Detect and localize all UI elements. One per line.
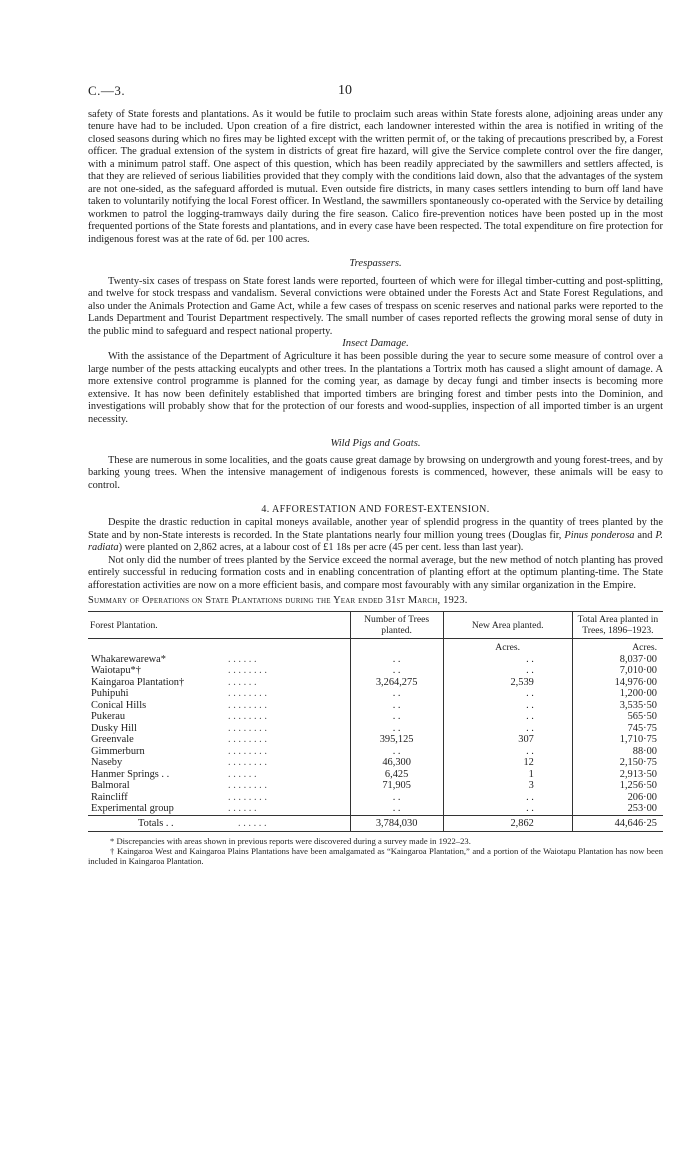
new-area-units: Acres. [443,639,572,654]
afforestation-section-heading: 4. AFFORESTATION AND FOREST-EXTENSION. [261,504,490,516]
summary-table-title [88,595,663,607]
document-code: C.—3. [88,83,126,98]
units-row [88,639,663,654]
new-area-planted: 307 [443,734,572,746]
total-area-planted: 8,037·00 [572,654,663,666]
plantation-name: Gimmerburn [91,745,145,757]
fire-protection-paragraph: safety of State forests and plantations. As it would be futile to proclaim such areas within State forests alone, adjoining areas under any tenure have had to be included. Upon creation of a fire district, each landowner interested within the area is notified in writing of the closed seasons during which no fires may be lighted except with the written permit of, or the taking of precautions prescribed by, a Forest officer. The gradual extension of the system in districts of great fire hazard, will give the Service complete control over the fire danger, with a minimum patrol staff. One aspect of this question, which has been readily appreciated by the sawmillers and settlers affected, is that they are relieved of serious liabilities provided that they comply with the conditions laid down, also that the advantages of the system are not one-sided, as the safeguard afforded is mutual. Even outside fire districts, in many cases settlers intending to burn off land have taken to voluntarily notifying the local Forest officer. In Westland, the sawmillers spontaneously co-operated with the Service by detailing workmen to patrol the logging-tramways daily during the fire season. Calico fire-prevention notices have been posted up in the most frequented portions of the State forests and plantations, and in every case have been respected. The total expenditure on fire protection for indigenous forest was at the rate of 6d. per 100 acres. [88,109,663,245]
insect-damage-heading: Insect Damage. [342,338,409,350]
totals-trees: 3,784,030 [350,815,443,832]
new-area-planted: . . [443,723,572,735]
trespassers-paragraph: Twenty-six cases of trespass on State forest lands were reported, fourteen of which were for illegal timber-cutting and post-splitting, and twelve for stock trespass and vandalism. Several convictions were obtained under the Forests Act and State Forest Regulations, and also under the Animals Protection and Game Act, while a few cases of trespass on scenic reserves and national parks were reported to the Lands Department and Tourist Department respectively. The small number of cases reported reflects the growing moral sense of duty in the public mind to safeguard and respect national property. [88,275,663,337]
plantation-name: Greenvale [91,734,134,746]
leader-dots: . . . . . . [228,653,257,665]
header-new-area: New Area planted. [443,612,572,639]
trees-planted: 71,905 [350,780,443,792]
wild-pigs-paragraph: These are numerous in some localities, and the goats cause great damage by browsing on undergrowth and young forest-trees, and by barking young trees. When the intensive management of indigenous forests is commenced, however, these animals will be easy to control. [88,454,663,491]
plantation-name: Raincliff [91,791,128,803]
trees-planted: . . [350,688,443,700]
new-area-planted: . . [443,654,572,666]
page-header [88,83,663,103]
plantation-name: Hanmer Springs . . [91,768,170,780]
table-header-row [88,612,663,639]
afforestation-paragraph [88,517,663,554]
leader-dots: . . . . . . . . [228,699,267,711]
totals-label: Totals . . [138,817,174,829]
total-area-planted: 1,200·00 [572,688,663,700]
leader-dots: . . . . . . [228,803,257,815]
trees-planted: 46,300 [350,757,443,769]
total-area-planted: 3,535·50 [572,700,663,712]
summary-title-year: , 1923. [437,595,468,607]
wild-pigs-heading: Wild Pigs and Goats. [330,437,421,449]
summary-title-text: Summary of Operations on State Plantations during the Year ended 31st March [88,595,438,607]
trees-planted: 3,264,275 [350,677,443,689]
table-body [88,639,663,816]
leader-dots: . . . . . . . . [228,757,267,769]
species-radiata: P. radiata [88,529,663,554]
new-area-planted: . . [443,803,572,815]
leader-dots: . . . . . . . . [228,734,267,746]
plantation-name: Pukerau [91,711,126,723]
plantation-name: Waiotapu*† [91,665,141,677]
trespassers-heading: Trespassers. [349,257,402,269]
leader-dots: . . . . . . . . [228,711,267,723]
trees-planted: . . [350,723,443,735]
table-row [88,711,663,723]
total-area-planted: 206·00 [572,792,663,804]
insect-damage-paragraph: With the assistance of the Department of Agriculture it has been possible during the year to secure some measure of control over a large number of the pests attacking eucalypts and other trees. In the plantations a Tortrix moth has caused a slight amount of damage. A more extensive control programme is planned for the coming year, as damage by decay fungi and timber insects is becoming more extensive. It has now been definitely established that imported timbers are bringing forest and timber pests into the Dominion, and investigations will probably show that for the protection of our forests and wood-supplies, inspection of all imported timber is an urgent necessity. [88,351,663,425]
trees-planted: . . [350,711,443,723]
total-area-planted: 1,710·75 [572,734,663,746]
new-area-planted: 2,539 [443,677,572,689]
table-row [88,677,663,689]
plantation-name: Experimental group [91,803,174,815]
trees-planted: . . [350,792,443,804]
trees-planted: . . [350,700,443,712]
new-area-planted: . . [443,688,572,700]
footnote-discrepancies: * Discrepancies with areas shown in previous reports were discovered during a survey made in 1922–23. [110,836,471,847]
totals-new-area: 2,862 [443,815,572,832]
table-row [88,769,663,781]
plantation-name: Dusky Hill [91,722,137,734]
afforestation-text-a: Despite the drastic reduction in capital moneys available, another year of splendid progress in the quantity of trees planted by the State and by non-State interests is recorded. In the State plantations nearly four million young trees (Douglas fir, [88,517,663,541]
plantation-name: Whakarewarewa* [91,653,166,665]
leader-dots: . . . . . . . . [228,791,267,803]
afforestation-text-b: and [634,529,656,541]
totals-row [88,815,663,832]
leader-dots: . . . . . . [228,676,257,688]
trees-planted: . . [350,654,443,666]
total-area-planted: 88·00 [572,746,663,758]
table-row [88,700,663,712]
table-row [88,780,663,792]
new-area-planted: . . [443,665,572,677]
total-area-planted: 2,150·75 [572,757,663,769]
footnote-kaingaroa: † Kaingaroa West and Kaingaroa Plains Plantations have been amalgamated as “Kaingaroa Plantation,” and a portion of the Waiotapu Plantation has now been included in Kaingaroa Plantation. [88,846,663,867]
document-page [88,0,663,866]
page-number: 10 [338,83,352,98]
plantations-summary-table [88,611,663,832]
table-row [88,665,663,677]
plantation-name: Puhipuhi [91,688,129,700]
leader-dots: . . . . . . . . [228,745,267,757]
table-row [88,757,663,769]
trees-planted: . . [350,665,443,677]
table-row [88,688,663,700]
header-total-area: Total Area planted in Trees, 1896–1923. [572,612,663,639]
table-row [88,654,663,666]
leader-dots: . . . . . . . . [228,688,267,700]
plantation-name: Kaingaroa Plantation† [91,676,185,688]
leader-dots: . . . . . . . . [228,665,267,677]
notch-planting-paragraph: Not only did the number of trees planted by the Service exceed the normal average, but the new method of notch planting has proved entirely successful in reducing formation costs and in enabling concentration of planting effort at the optimum planting-time. The State afforestation activities are now on a more efficient basis, and compare most favourably with any similar organization in the Empire. [88,554,663,591]
total-area-planted: 14,976·00 [572,677,663,689]
trees-planted: . . [350,803,443,815]
totals-total-area: 44,646·25 [572,815,663,832]
table-row [88,734,663,746]
header-forest-plantation: Forest Plantation. [88,612,350,639]
species-ponderosa: Pinus ponderosa [564,529,635,541]
new-area-planted: . . [443,746,572,758]
total-area-units: Acres. [572,639,663,654]
afforestation-text-c: ) were planted on 2,862 acres, at a labour cost of £1 18s per acre (45 per cent. less than last year). [118,542,524,554]
new-area-planted: 1 [443,769,572,781]
table-row [88,746,663,758]
new-area-planted: . . [443,711,572,723]
total-area-planted: 2,913·50 [572,769,663,781]
trees-planted: 395,125 [350,734,443,746]
total-area-planted: 565·50 [572,711,663,723]
trees-planted: . . [350,746,443,758]
new-area-planted: 3 [443,780,572,792]
footnotes [88,836,663,866]
leader-dots: . . . . . . [228,768,257,780]
leader-dots: . . . . . . . . [228,722,267,734]
total-area-planted: 1,256·50 [572,780,663,792]
totals-leader-dots: . . . . . . [238,817,267,829]
leader-dots: . . . . . . . . [228,780,267,792]
table-row [88,723,663,735]
new-area-planted: . . [443,700,572,712]
table-row [88,792,663,804]
header-number-of-trees: Number of Trees planted. [350,612,443,639]
trees-planted: 6,425 [350,769,443,781]
total-area-planted: 745·75 [572,723,663,735]
plantation-name: Balmoral [91,780,130,792]
new-area-planted: 12 [443,757,572,769]
plantation-name: Conical Hills [91,699,147,711]
plantation-name: Naseby [91,757,123,769]
new-area-planted: . . [443,792,572,804]
table-row [88,803,663,815]
total-area-planted: 7,010·00 [572,665,663,677]
total-area-planted: 253·00 [572,803,663,815]
